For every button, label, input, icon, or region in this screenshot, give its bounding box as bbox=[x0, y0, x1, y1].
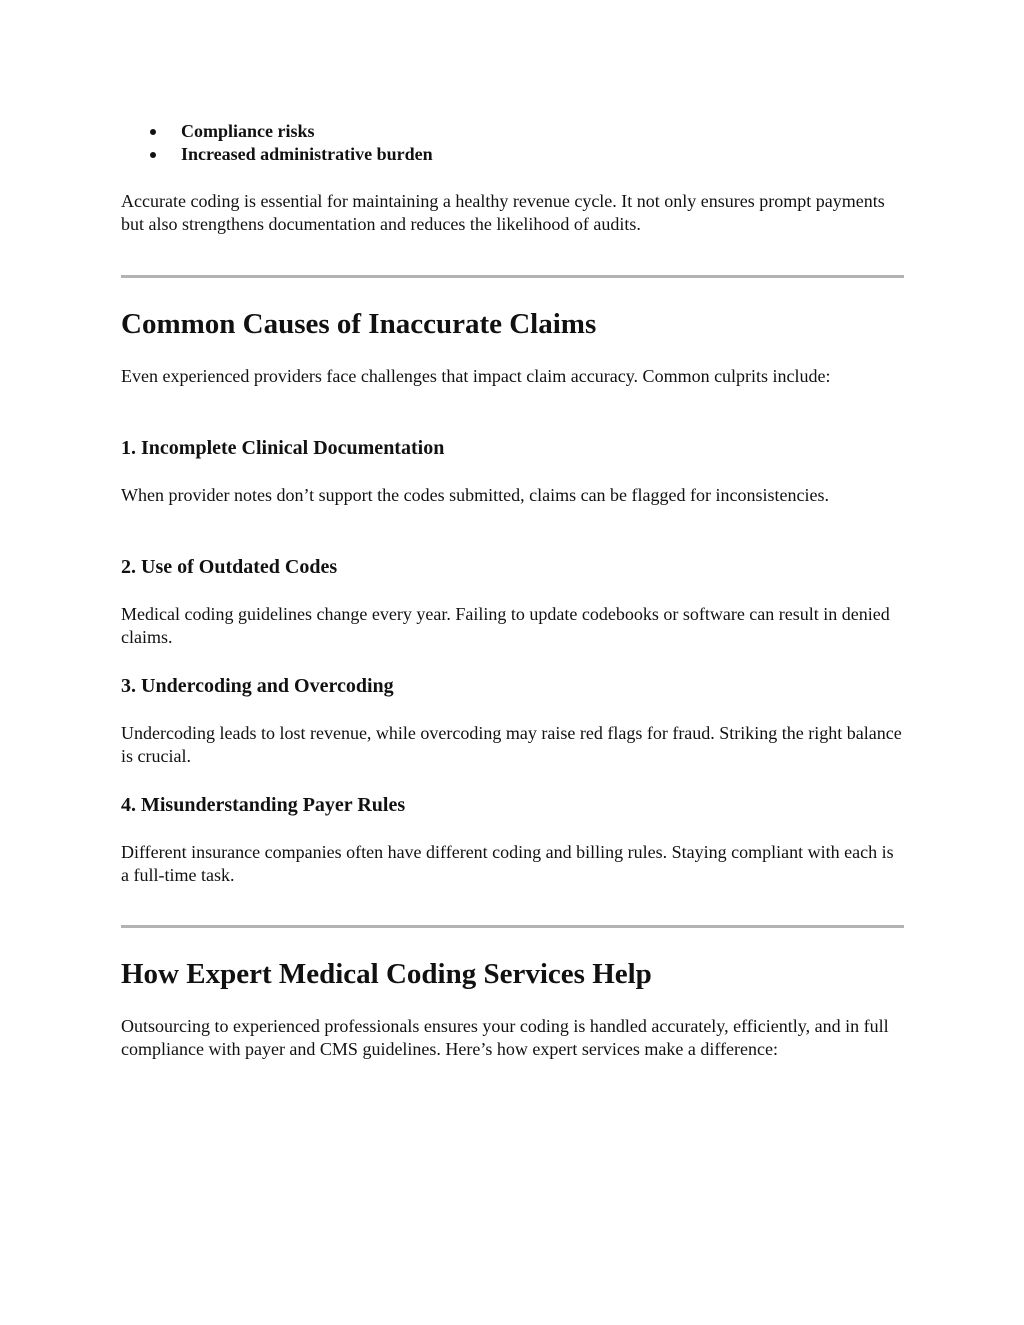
bullet-item bbox=[121, 143, 433, 166]
bullet-item bbox=[121, 120, 433, 143]
cause-body: Undercoding leads to lost revenue, while overcoding may raise red flags for fraud. Striking the right balance is crucial. bbox=[121, 723, 902, 766]
bullet-dot-icon bbox=[150, 129, 156, 135]
cause-body: When provider notes don’t support the codes submitted, claims can be flagged for inconsistencies. bbox=[121, 485, 829, 505]
cause-body: Medical coding guidelines change every year. Failing to update codebooks or software can result in denied claims. bbox=[121, 604, 890, 647]
cause-heading: 2. Use of Outdated Codes bbox=[121, 556, 338, 578]
cause-heading: 3. Undercoding and Overcoding bbox=[121, 675, 394, 697]
expert-services-paragraph: Outsourcing to experienced professionals ensures your coding is handled accurately, efficiently, and in full compliance with payer and CMS guidelines. Here’s how expert services make a difference: bbox=[121, 1016, 889, 1059]
cause-body: Different insurance companies often have different coding and billing rules. Staying compliant with each is a full-time task. bbox=[121, 842, 894, 885]
bullet-text: Compliance risks bbox=[181, 121, 315, 141]
section-divider bbox=[121, 275, 904, 278]
section-heading-causes: Common Causes of Inaccurate Claims bbox=[121, 308, 597, 340]
section-divider bbox=[121, 925, 904, 928]
bullet-list bbox=[121, 120, 433, 166]
bullet-dot-icon bbox=[150, 152, 156, 158]
cause-heading: 4. Misunderstanding Payer Rules bbox=[121, 794, 406, 816]
cause-heading: 1. Incomplete Clinical Documentation bbox=[121, 437, 445, 459]
intro-paragraph: Accurate coding is essential for maintaining a healthy revenue cycle. It not only ensures prompt payments but also strengthens documentation and reduces the likelihood of audits. bbox=[121, 191, 885, 234]
bullet-text: Increased administrative burden bbox=[181, 144, 433, 164]
causes-intro-paragraph: Even experienced providers face challenges that impact claim accuracy. Common culprits include: bbox=[121, 366, 831, 386]
section-heading-expert-services: How Expert Medical Coding Services Help bbox=[121, 958, 652, 990]
